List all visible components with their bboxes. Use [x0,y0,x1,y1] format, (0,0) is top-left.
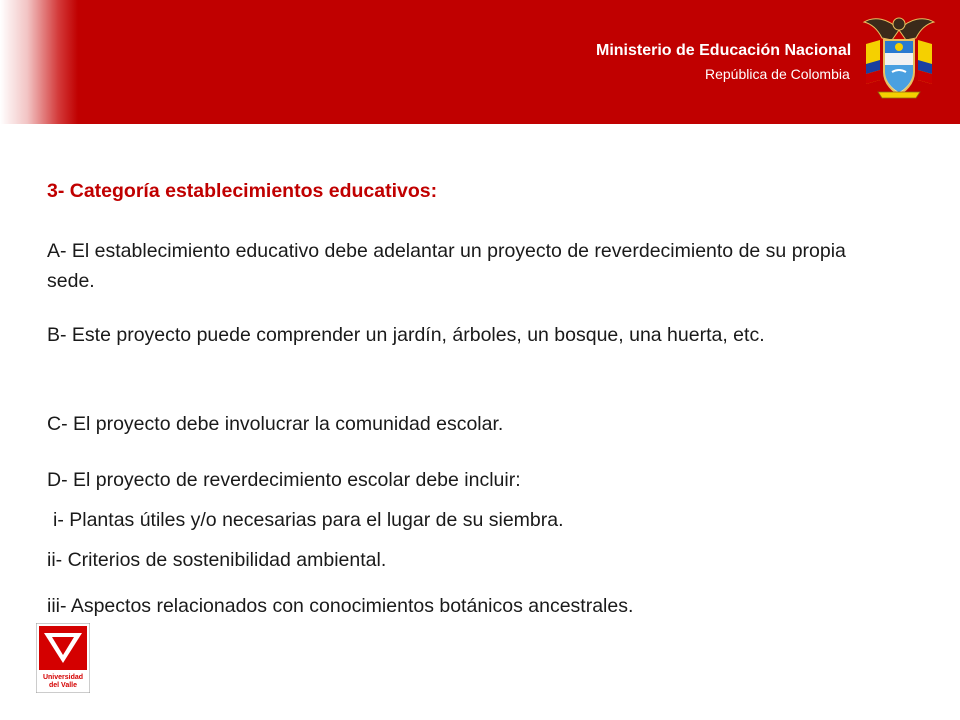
coat-of-arms-icon [858,10,940,102]
sub-item-ii: ii- Criterios de sostenibilidad ambiental. [47,549,387,571]
sub-item-i: i- Plantas útiles y/o necesarias para el lugar de su siembra. [53,509,564,531]
item-b: B- Este proyecto puede comprender un jardín, árboles, un bosque, una huerta, etc. [47,324,765,346]
sub-item-iii: iii- Aspectos relacionados con conocimientos botánicos ancestrales. [47,595,634,617]
universidad-del-valle-logo-icon [36,623,90,693]
ministry-title: Ministerio de Educación Nacional [596,42,852,59]
header-banner [0,0,960,124]
item-a: A- El establecimiento educativo debe adelantar un proyecto de reverdecimiento de su propia sede. [47,240,846,292]
header-fade [0,0,78,124]
section-heading: 3- Categoría establecimientos educativos: [47,180,438,202]
item-c: C- El proyecto debe involucrar la comunidad escolar. [47,413,504,435]
item-d: D- El proyecto de reverdecimiento escolar debe incluir: [47,469,521,491]
svg-text:Universidad: Universidad [42,674,84,681]
ministry-subtitle: República de Colombia [705,66,850,82]
svg-text:del Valle: del Valle [48,682,78,689]
